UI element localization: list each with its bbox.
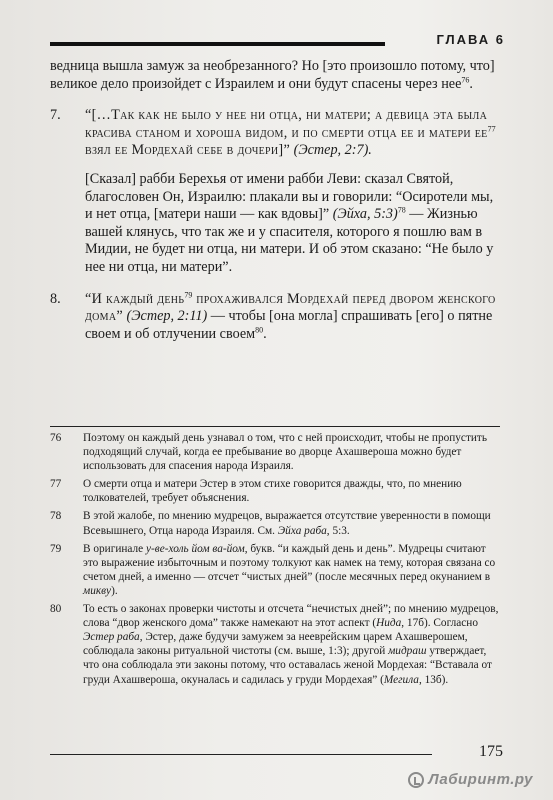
continuation-paragraph: ведница вышла замуж за необрезанного? Но [это произошло потому, что] великое дело произойдет с Израилем и они будут спасены через нее$^{76}$. [50,58,495,92]
main-text [50,58,500,343]
footnote-term: микву [83,584,112,597]
footer-rule [50,754,432,755]
footnote-text: , 17б). Согласно [401,617,478,630]
footnote-number: 76 [50,432,62,444]
footnote-divider [50,426,500,427]
running-header [50,30,505,52]
verse-number: 7. [50,107,61,124]
footnote-ref[interactable]: 79 [184,289,193,299]
footnote-source: Эйха раба [277,524,327,537]
footnote-ref[interactable]: 76 [461,74,470,84]
footnote-source: Эстер раба [83,631,140,644]
footnote-text: ). [111,584,118,597]
commentary-7 [50,171,500,277]
footnote-79 [50,542,502,598]
verse-7 [50,107,500,160]
footnote-source: Мегила [383,673,419,686]
footnote-80 [50,602,502,687]
verse-text: — чтобы [она могла] спрашивать [его] о пятне своем и об отлучении своем [85,308,493,342]
page-number: 175 [479,743,503,760]
footnote-number: 78 [50,510,62,523]
footnote-text: О смерти отца и матери Эстер в этом стихе говорится дважды, что, по мнению толкователей, требует объяснения. [83,478,462,505]
watermark-text: Лабиринт.ру [428,771,533,788]
footnote-term: у-ве-холь йом ва-йом [146,542,245,555]
watermark [408,771,533,788]
footnote-source: Нида [376,617,402,630]
header-rule [50,42,385,46]
continuation-text: ведница вышла замуж за необрезанного? Но [это произошло потому, что] великое дело произойдет с Израилем и они будут спасены через нее [50,58,495,92]
verse-text: взял ее Мордехай себе в дочери]” [85,142,291,159]
footnote-text: , Эстер, даже будучи замужем за неевре́йским царем Ахашверошем, соблюдала законы ритуальной чистоты (см. выше, 1:3); другой [83,631,468,658]
commentary-text: [Сказал] рабби Берехья от имени рабби Леви: сказал Святой, благословен Он, Израилю: плакали вы и говорили: “Осиротели мы, и нет отца, [матери наши — как вдовы]” [85,170,494,223]
verse-number: 8. [50,290,61,307]
footnote-number: 79 [50,542,62,555]
verse-source: (Эстер, 2:11) [122,308,208,325]
footnote-number: 77 [50,478,62,491]
footnote-text: В оригинале [83,542,147,555]
verse-text: “[…Так как не было у нее ни отца, ни матери; а девица эта была красива станом и хороша видом, и по смерти отца ее и матери ее [85,107,488,141]
footnote-text: , букв. “и каждый день и день”. Мудрецы считают это выражение избыточным и поэтому толкуют как намек на тему, которая связана со счетом дней, а именно — отсчет “чистых дней” (после месячных перед окунанием в [83,542,496,583]
footnote-text: , 13б). [418,673,449,686]
commentary-source: (Эйха, 5:3) [332,206,398,223]
footnote-text: , 5:3. [326,524,350,537]
footnote-ref[interactable]: 80 [255,324,264,334]
labirint-logo-icon [408,772,424,788]
verse-source: (Эстер, 2:7). [293,142,372,159]
footnote-78 [50,509,502,537]
verse-text: прохаживался Мордехай перед двором женского дома” [85,290,496,325]
verse-8 [50,291,500,344]
verse-text: “И каждый день [85,290,185,307]
footnotes [50,431,502,691]
footnote-text: То есть о законах проверки чистоты и отсчета “нечистых дней”; по мнению мудрецов, слова “двор женского дома” также намекают на этот аспект ( [83,603,499,630]
chapter-title: ГЛАВА 6 [436,32,505,47]
footnote-term: мидраш [388,645,427,658]
footnote-text: утверждает, что она соблюдала эти законы потому, что оставалась женой Мордехая: “Вставала от груди Ахашвероша, окуналась и садилась у груди Мордехая” ( [83,645,492,686]
verse-text: . [263,325,267,342]
footnote-ref[interactable]: 78 [397,205,406,215]
footnote-76 [50,431,502,473]
footnote-text: Поэтому он каждый день узнавал о том, что с ней происходит, чтобы не пропустить подходящий случай, когда ее пребывание во дворце Ахашвероша можно будет использовать для спасения народа Израиля. [83,432,488,473]
footnote-number: 80 [50,603,62,616]
footnote-77 [50,477,502,505]
footnote-ref[interactable]: 77 [487,124,496,134]
footnote-text: В этой жалобе, по мнению мудрецов, выражается отсутствие уверенности в помощи Всевышнего, Отца народа Израиля. См. [83,510,491,537]
commentary-text: — Жизнью вашей клянусь, что так же и у спасителя, которого я пошлю вам в Мидии, не будет ни отца, ни матери. И об этом сказано: “Не было у нее ни отца, ни матери”. [85,206,494,275]
